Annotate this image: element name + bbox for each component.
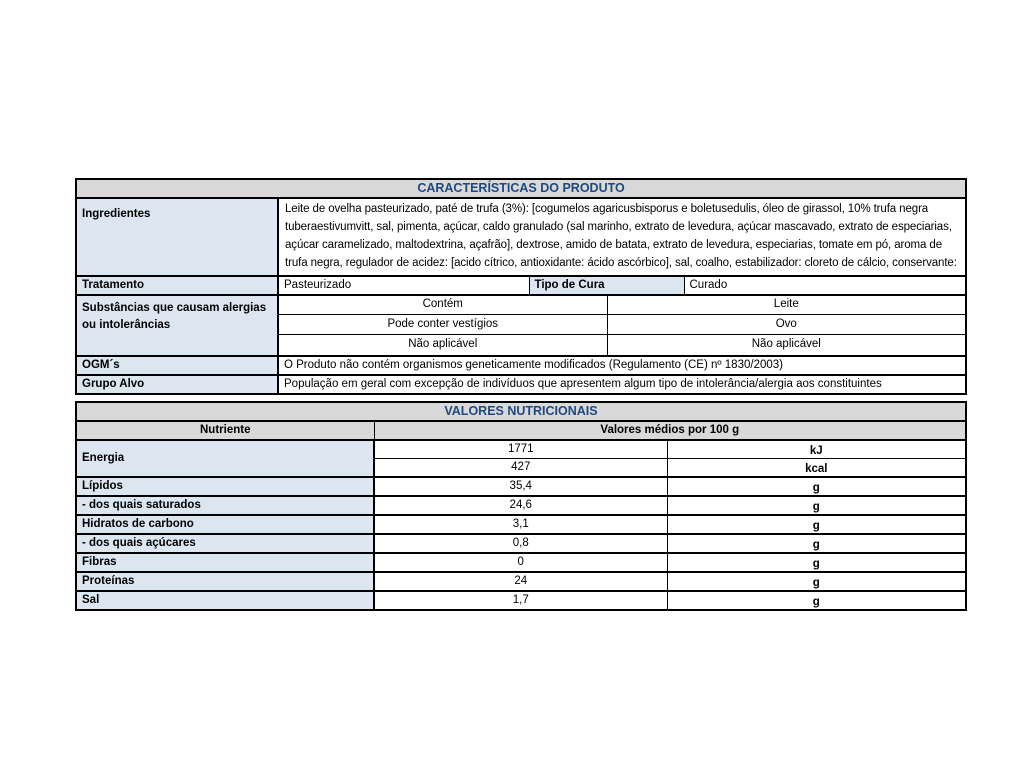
- allergen-substance: Leite: [607, 295, 966, 315]
- nutrient-unit: g: [667, 515, 966, 534]
- energy-kj-value: 1771: [374, 440, 667, 459]
- nutrient-unit: g: [667, 477, 966, 496]
- nutrient-unit: g: [667, 572, 966, 591]
- energy-kcal-value: 427: [374, 458, 667, 477]
- nutrient-unit: g: [667, 534, 966, 553]
- nutrient-value: 35,4: [374, 477, 667, 496]
- nutrient-label: Fibras: [76, 553, 374, 572]
- treatment-value: Pasteurizado: [278, 276, 529, 295]
- nutrition-table: [75, 401, 967, 611]
- nutrient-label: Proteínas: [76, 572, 374, 591]
- nutrient-unit: g: [667, 496, 966, 515]
- energy-kcal-unit: kcal: [667, 458, 966, 477]
- nutrient-value: 0: [374, 553, 667, 572]
- allergen-status: Contém: [278, 295, 607, 315]
- nutrient-label: - dos quais açúcares: [76, 534, 374, 553]
- cure-type-label: Tipo de Cura: [529, 276, 684, 295]
- treatment-label: Tratamento: [76, 276, 278, 295]
- allergen-status: Pode conter vestígios: [278, 315, 607, 335]
- energy-kj-unit: kJ: [667, 440, 966, 459]
- cure-type-value: Curado: [684, 276, 966, 295]
- allergen-status: Não aplicável: [278, 335, 607, 356]
- nutrient-value: 0,8: [374, 534, 667, 553]
- nutrient-unit: g: [667, 553, 966, 572]
- nutrient-value: 24,6: [374, 496, 667, 515]
- ingredients-label: Ingredientes: [76, 198, 278, 276]
- nutrient-column-header: Nutriente: [76, 421, 374, 440]
- characteristics-title: CARACTERÍSTICAS DO PRODUTO: [76, 179, 966, 198]
- values-column-header: Valores médios por 100 g: [374, 421, 966, 440]
- product-spec-sheet: [75, 178, 965, 611]
- nutrient-value: 3,1: [374, 515, 667, 534]
- allergen-substance: Não aplicável: [607, 335, 966, 356]
- nutrient-label: Hidratos de carbono: [76, 515, 374, 534]
- nutrient-label: - dos quais saturados: [76, 496, 374, 515]
- ogm-label: OGM´s: [76, 356, 278, 375]
- allergens-label: Substâncias que causam alergias ou intolerâncias: [76, 295, 278, 356]
- ingredients-value: Leite de ovelha pasteurizado, paté de trufa (3%): [cogumelos agaricusbisporus e boletusedulis, óleo de girassol, 10% trufa negra tuberaestivumvitt, sal, pimenta, açúcar, caldo granulado (sal marinho, extrato de levedura, açúcar mascavado, extrato de especiarias, açúcar caramelizado, maltodextrina, açafrão], dextrose, amido de batata, extrato de levedura, especiarias, tomate em pó, aroma de trufa negra, regulador de acidez: [acido cítrico, antioxidante: ácido ascórbico], sal, coalho, estabilizador: cloreto de cálcio, conservante:: [278, 198, 966, 276]
- energy-label: Energia: [76, 440, 374, 477]
- nutrient-value: 1,7: [374, 591, 667, 610]
- nutrient-value: 24: [374, 572, 667, 591]
- nutrient-label: Sal: [76, 591, 374, 610]
- nutrition-title: VALORES NUTRICIONAIS: [76, 402, 966, 421]
- target-group-value: População em geral com excepção de indivíduos que apresentem algum tipo de intolerância/alergia aos constituintes: [278, 375, 966, 394]
- characteristics-table: [75, 178, 967, 395]
- allergen-substance: Ovo: [607, 315, 966, 335]
- ogm-value: O Produto não contém organismos geneticamente modificados (Regulamento (CE) nº 1830/2003): [278, 356, 966, 375]
- nutrient-unit: g: [667, 591, 966, 610]
- nutrient-label: Lípidos: [76, 477, 374, 496]
- target-group-label: Grupo Alvo: [76, 375, 278, 394]
